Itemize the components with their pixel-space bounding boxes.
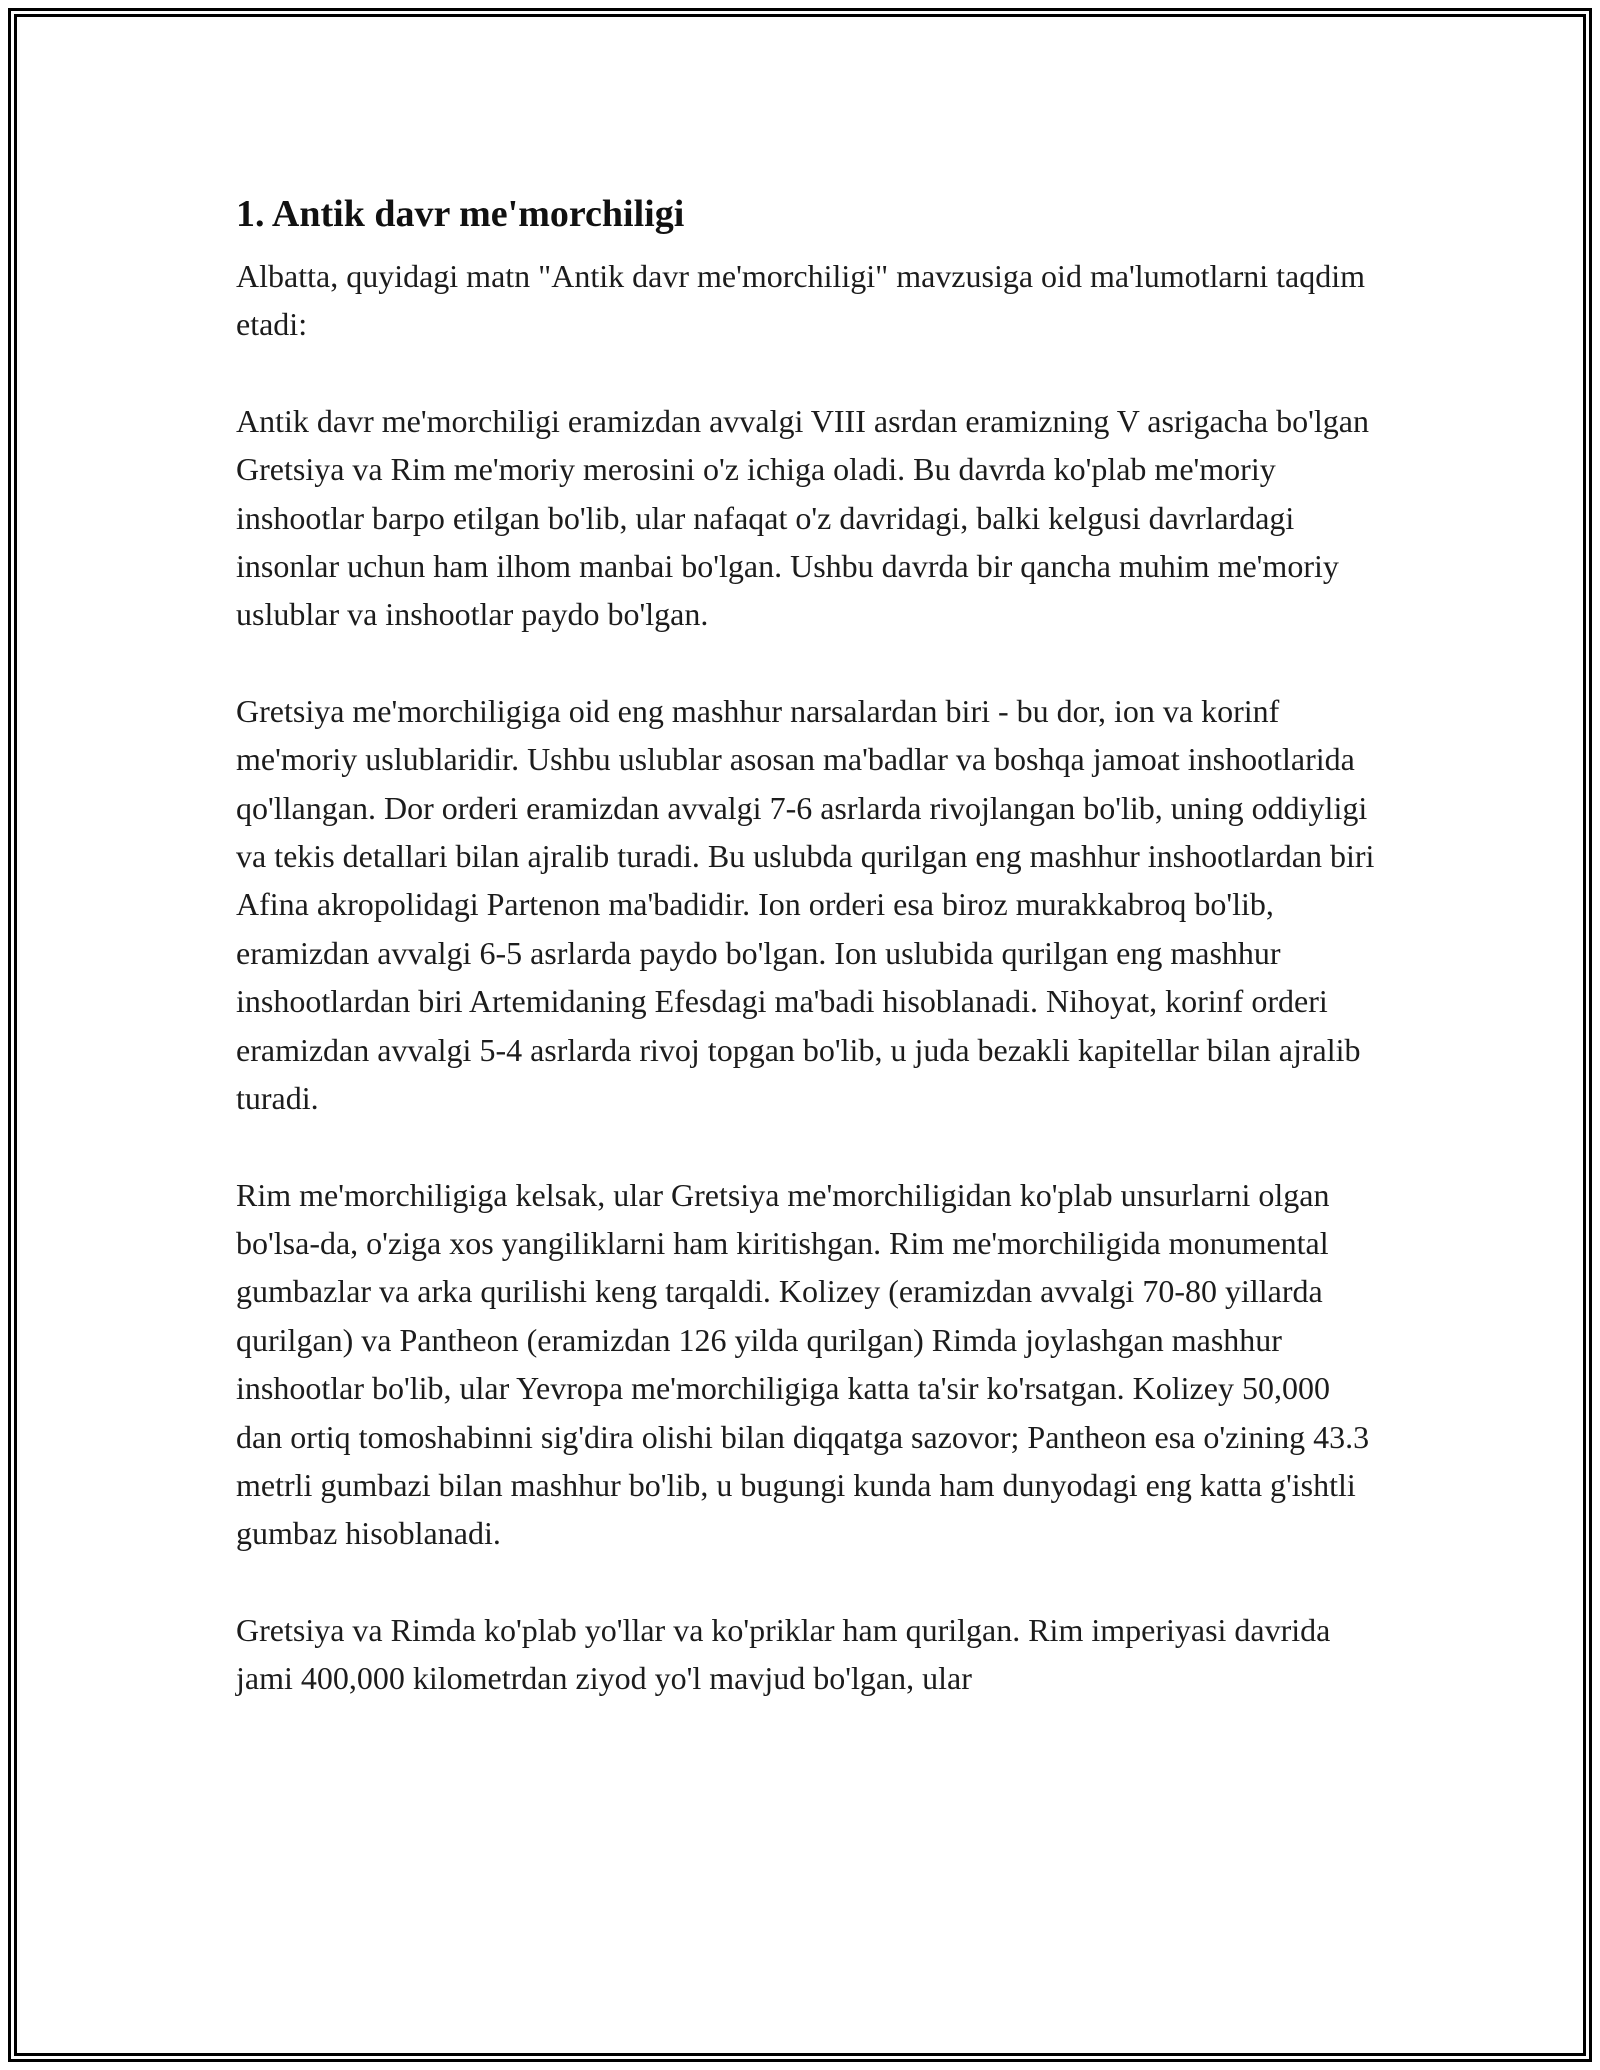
document-body xyxy=(236,186,1376,1751)
intro-paragraph: Albatta, quyidagi matn "Antik davr me'morchiligi" mavzusiga oid ma'lumotlarni taqdim etadi: xyxy=(236,258,1365,343)
section-heading: 1. Antik davr me'morchiligi xyxy=(236,193,685,235)
paragraph-roads-bridges: Gretsiya va Rimda ko'plab yo'llar va ko'priklar ham qurilgan. Rim imperiyasi davrida jami 400,000 kilometrdan ziyod yo'l mavjud bo'lgan, ular xyxy=(236,1611,1331,1697)
paragraph-roman-architecture: Rim me'morchiligiga kelsak, ular Gretsiya me'morchiligidan ko'plab unsurlarni olgan bo'lsa-da, o'ziga xos yangiliklarni ham kiritishgan. Rim me'morchiligida monumental gumbazlar va arka qurilishi keng tarqaldi. Kolizey (eramizdan avvalgi 70-80 yillarda qurilgan) va Pantheon (eramizdan 126 yilda qurilgan) Rimda joylashgan mashhur inshootlar bo'lib, ular Yevropa me'morchiligiga katta ta'sir ko'rsatgan. Kolizey 50,000 dan ortiq tomoshabinni sig'dira olishi bilan diqqatga sazovor; Pantheon esa o'zining 43.3 metrli gumbazi bilan mashhur bo'lib, u bugungi kunda ham dunyodagi eng katta g'ishtli gumbaz hisoblanadi. xyxy=(236,1176,1370,1552)
paragraph-greek-orders: Gretsiya me'morchiligiga oid eng mashhur narsalardan biri - bu dor, ion va korinf me'moriy uslublaridir. Ushbu uslublar asosan ma'badlar va boshqa jamoat inshootlarida qo'llangan. Dor orderi eramizdan avvalgi 7-6 asrlarda rivojlangan bo'lib, uning oddiyligi va tekis detallari bilan ajralib turadi. Bu uslubda qurilgan eng mashhur inshootlardan biri Afina akropolidagi Partenon ma'badidir. Ion orderi esa biroz murakkabroq bo'lib, eramizdan avvalgi 6-5 asrlarda paydo bo'lgan. Ion uslubida qurilgan eng mashhur inshootlardan biri Artemidaning Efesdagi ma'badi hisoblanadi. Nihoyat, korinf orderi eramizdan avvalgi 5-4 asrlarda rivoj topgan bo'lib, u juda bezakli kapitellar bilan ajralib turadi. xyxy=(236,692,1375,1117)
paragraph-overview: Antik davr me'morchiligi eramizdan avvalgi VIII asrdan eramizning V asrigacha bo'lgan Gretsiya va Rim me'moriy merosini o'z ichiga oladi. Bu davrda ko'plab me'moriy inshootlar barpo etilgan bo'lib, ular nafaqat o'z davridagi, balki kelgusi davrlardagi insonlar uchun ham ilhom manbai bo'lgan. Ushbu davrda bir qancha muhim me'moriy uslublar va inshootlar paydo bo'lgan. xyxy=(236,402,1369,633)
